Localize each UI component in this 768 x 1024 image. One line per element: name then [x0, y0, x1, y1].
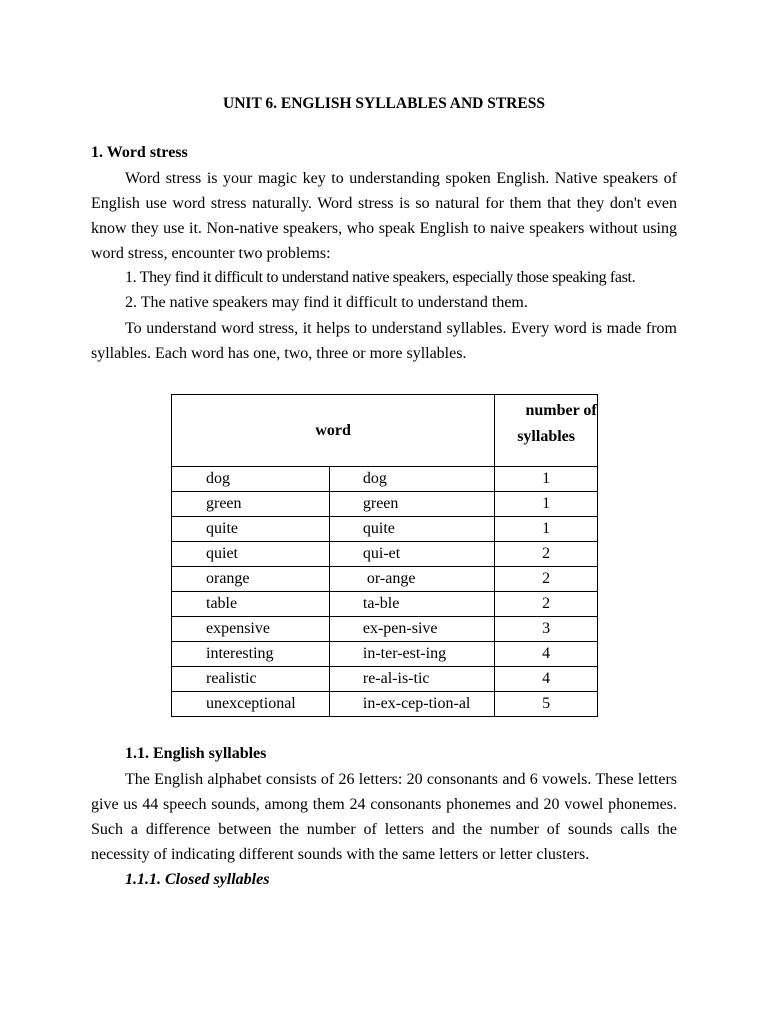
header-number-line1: number of [525, 401, 597, 419]
table-row [172, 467, 598, 492]
cell-syllable-count: 2 [495, 592, 598, 617]
cell-syllable-split: quite [329, 517, 494, 542]
table-row [172, 542, 598, 567]
table-row [172, 592, 598, 617]
cell-word: orange [172, 567, 330, 592]
table-header-row [172, 395, 598, 467]
cell-word: quiet [172, 542, 330, 567]
table-row [172, 642, 598, 667]
cell-syllable-split: re-al-is-tic [329, 667, 494, 692]
cell-syllable-count: 2 [495, 542, 598, 567]
header-word: word [172, 395, 495, 467]
cell-syllable-count: 4 [495, 667, 598, 692]
cell-syllable-split: dog [329, 467, 494, 492]
cell-syllable-split: in-ter-est-ing [329, 642, 494, 667]
cell-syllable-split: or-ange [329, 567, 494, 592]
cell-word: expensive [172, 617, 330, 642]
cell-syllable-split: ta-ble [329, 592, 494, 617]
cell-syllable-count: 3 [495, 617, 598, 642]
cell-syllable-count: 1 [495, 492, 598, 517]
table-row [172, 567, 598, 592]
table-row [172, 492, 598, 517]
problem-item-1: 1. They find it difficult to understand native speakers, especially those speaking fast. [125, 269, 636, 286]
cell-word: table [172, 592, 330, 617]
table-row [172, 517, 598, 542]
cell-word: interesting [172, 642, 330, 667]
section-heading-word-stress: 1. Word stress [91, 144, 188, 161]
cell-syllable-split: green [329, 492, 494, 517]
cell-syllable-count: 5 [495, 692, 598, 717]
cell-syllable-split: qui-et [329, 542, 494, 567]
cell-word: green [172, 492, 330, 517]
cell-word: unexceptional [172, 692, 330, 717]
subsubsection-heading-closed-syllables: 1.1.1. Closed syllables [125, 871, 270, 888]
cell-syllable-count: 1 [495, 517, 598, 542]
alphabet-paragraph: The English alphabet consists of 26 letters: 20 consonants and 6 vowels. These letters give us 44 speech sounds, among them 24 consonants phonemes and 20 vowel phonemes. Such a difference between the number of letters and the number of sounds calls the necessity of indicating different sounds with the same letters or letter clusters. [91, 771, 677, 863]
problem-item-2: 2. The native speakers may find it difficult to understand them. [125, 294, 528, 311]
table-row [172, 617, 598, 642]
cell-syllable-count: 2 [495, 567, 598, 592]
cell-word: realistic [172, 667, 330, 692]
intro-paragraph: Word stress is your magic key to understanding spoken English. Native speakers of English use word stress naturally. Word stress is so natural for them that they don't even know they use it. Non-native speakers, who speak English to naive speakers without using word stress, encounter two problems: [91, 170, 677, 262]
table-row [172, 692, 598, 717]
cell-syllable-split: ex-pen-sive [329, 617, 494, 642]
syllables-paragraph: To understand word stress, it helps to understand syllables. Every word is made from syllables. Each word has one, two, three or more syllables. [91, 320, 677, 362]
cell-word: dog [172, 467, 330, 492]
subsection-heading-english-syllables: 1.1. English syllables [125, 745, 267, 762]
cell-word: quite [172, 517, 330, 542]
cell-syllable-split: in-ex-cep-tion-al [329, 692, 494, 717]
page-title: UNIT 6. ENGLISH SYLLABLES AND STRESS [223, 95, 545, 112]
header-number-line2: syllables [517, 427, 575, 445]
syllables-table [171, 394, 598, 717]
header-number-of-syllables [495, 395, 598, 467]
cell-syllable-count: 1 [495, 467, 598, 492]
table-row [172, 667, 598, 692]
cell-syllable-count: 4 [495, 642, 598, 667]
